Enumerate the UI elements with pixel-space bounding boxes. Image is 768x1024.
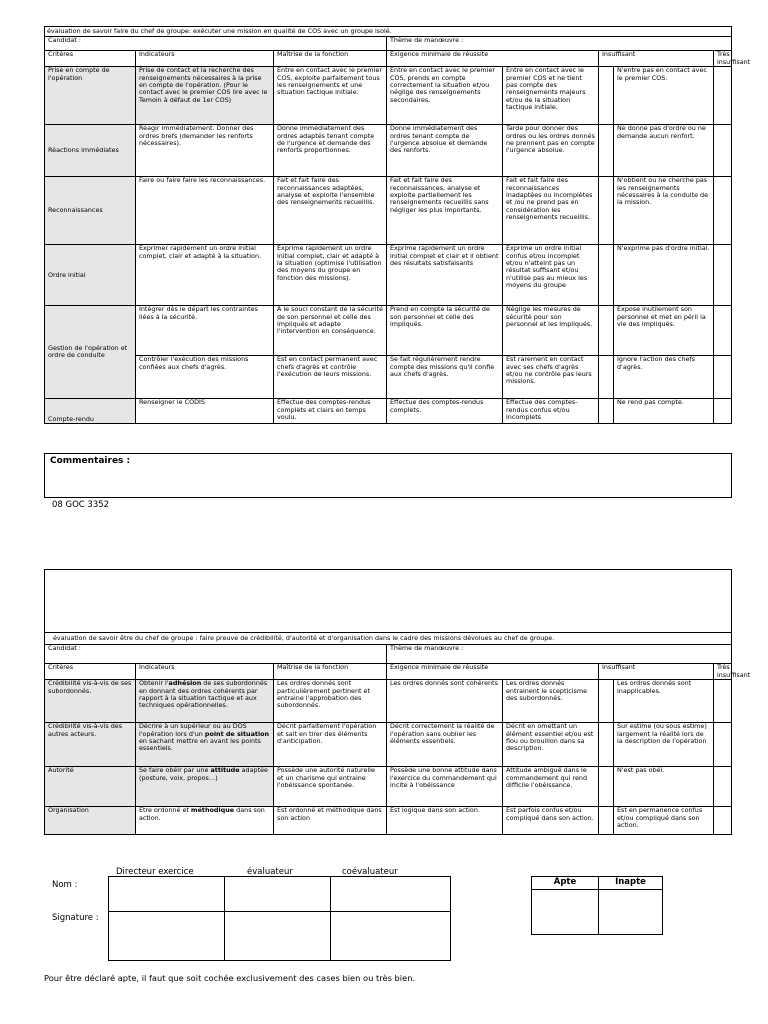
checkbox-cell[interactable] [714, 356, 732, 399]
indicateur-cell: Décrire à un supérieur ou au DOS l'opération lors d'un point de situation en sachant mettre en avant les points essentiels. [136, 723, 274, 767]
maitrise-cell: Donne immédiatement des ordres adaptés tenant compte de l'urgence et demande des renforts proportionnes. [274, 125, 387, 177]
checkbox-cell[interactable] [714, 306, 732, 356]
insuffisant-cell: Est rarement en contact avec ses chefs d'agrès et/ou ne contrôle pas leurs missions. [503, 356, 599, 399]
insuffisant-cell: Les ordres donnés entrainent le scepticisme des subordonnés. [503, 680, 599, 723]
indicateur-cell: Renseigner le CODIS [136, 399, 274, 424]
checkbox-cell[interactable] [599, 125, 614, 177]
header-tres-insuffisant: Très insuffisant [714, 664, 732, 680]
tres-insuffisant-cell: Expose inutilement son personnel et met en péril la vie des impliqués. [614, 306, 714, 356]
header-tres-insuffisant: Très insuffisant [714, 51, 732, 67]
checkbox-cell[interactable] [599, 399, 614, 424]
tres-insuffisant-cell: Les ordres donnés sont inapplicables. [614, 680, 714, 723]
tres-insuffisant-cell: Ignore l'action des chefs d'agrès. [614, 356, 714, 399]
footnote: Pour être déclaré apte, il faut que soit cochée exclusivement des cases bien ou très bien. [44, 973, 416, 983]
header-indicateurs: Indicateurs [136, 664, 274, 680]
checkbox-cell[interactable] [714, 125, 732, 177]
section1-title: évaluation de savoir faire du chef de groupe: exécuter une mission en qualité de COS avec un groupe isolé. [45, 27, 732, 37]
tres-insuffisant-cell: N'exprime pas d'ordre initial. [614, 245, 714, 306]
indicateur-cell: Exprimer rapidement un ordre initial complet, clair et adapté à la situation. [136, 245, 274, 306]
result-table [531, 876, 663, 935]
maitrise-cell: Exprime rapidement un ordre initial complet, clair et adapté à la situation (optimise l'utilisation des moyens du groupe en fonction des missions). [274, 245, 387, 306]
insuffisant-cell: Décrit en omettant un élément essentiel et/ou est flou ou brouillon dans sa description. [503, 723, 599, 767]
indicateur-cell: Réagir immédiatement. Donner des ordres brefs (demander les renforts nécessaires). [136, 125, 274, 177]
checkbox-cell[interactable] [714, 245, 732, 306]
table-row [45, 680, 732, 723]
maitrise-cell: Fait et fait faire des reconnaissances adaptées, analyse et exploite l'ensemble des renseignements recueillis. [274, 177, 387, 245]
indicateur-cell: Se faire obéir par une attitude adaptée (posture, voix, propos…) [136, 767, 274, 807]
exigence-cell: Prend en compte la sécurité de son personnel et celle des impliqués. [387, 306, 503, 356]
critere-cell: Compte-rendu [45, 399, 136, 424]
tres-insuffisant-cell: Est en permanence confus et/ou compliqué dans son action. [614, 807, 714, 835]
header-insuffisant: Insuffisant [599, 664, 714, 680]
header-criteres: Critères [45, 664, 136, 680]
maitrise-cell: Les ordres donnés sont particulièrement pertinent et entraine l'approbation des subordonnés. [274, 680, 387, 723]
apte-checkbox[interactable] [532, 890, 599, 935]
maitrise-cell: Décrit parfaitement l'opération et sait en tirer des éléments d'anticipation. [274, 723, 387, 767]
exigence-cell: Se fait régulièrement rendre compte des missions qu'il confie aux chefs d'agrès. [387, 356, 503, 399]
indicateur-cell: Contrôler l'exécution des missions confiées aux chefs d'agrès. [136, 356, 274, 399]
signature-directeur-field[interactable] [109, 912, 225, 961]
theme-label: Thème de manœuvre : [387, 645, 732, 664]
checkbox-cell[interactable] [599, 356, 614, 399]
critere-cell: Autorité [45, 767, 136, 807]
col-label-evaluateur: évaluateur [247, 867, 293, 877]
signature-table [108, 876, 451, 961]
insuffisant-cell: Effectue des comptes-rendus confus et/ou incomplets [503, 399, 599, 424]
maitrise-cell: A le souci constant de la sécurité de son personnel et celle des impliqués et adapte l'intervention en conséquence. [274, 306, 387, 356]
exigence-cell: Fait et fait faire des reconnaissances, analyse et exploite partiellement les renseignements recueillis sans négliger les plus importants. [387, 177, 503, 245]
savoir-etre-table [44, 632, 751, 835]
nom-coevaluateur-field[interactable] [331, 877, 451, 912]
exigence-cell: Possède une bonne attitude dans l'exercice du commandement qui incite à l'obéissance [387, 767, 503, 807]
exigence-cell: Est logique dans son action. [387, 807, 503, 835]
blank-frame [44, 569, 732, 633]
row-label-nom: Nom : [52, 880, 78, 890]
checkbox-cell[interactable] [599, 177, 614, 245]
checkbox-cell[interactable] [599, 723, 614, 767]
header-indicateurs: Indicateurs [136, 51, 274, 67]
tres-insuffisant-cell: N'entre pas en contact avec le premier COS. [614, 67, 714, 125]
insuffisant-cell: Entre en contact avec le premier COS et ne tient pas compte des renseignements majeurs et/ou de la situation tactique initiale. [503, 67, 599, 125]
signature-evaluateur-field[interactable] [225, 912, 331, 961]
checkbox-cell[interactable] [714, 177, 732, 245]
indicateur-cell: Obtenir l'adhésion de ses subordonnés en donnant des ordres cohérents par rapport à la situation tactique et aux techniques opérationnelles. [136, 680, 274, 723]
critere-cell: Prise en compte de l'opération [45, 67, 136, 125]
tres-insuffisant-cell: N'est pas obéi. [614, 767, 714, 807]
signature-coevaluateur-field[interactable] [331, 912, 451, 961]
checkbox-cell[interactable] [599, 807, 614, 835]
critere-cell: Réactions immédiates [45, 125, 136, 177]
inapte-label: Inapte [599, 877, 663, 890]
exigence-cell: Exprime rapidement un ordre initial complet et clair et il obtient des résultats satisfaisants [387, 245, 503, 306]
indicateur-cell: Faire ou faire faire les reconnaissances. [136, 177, 274, 245]
exigence-cell: Entre en contact avec le premier COS, prends en compte correctement la situation et/ou néglige des renseignements secondaires. [387, 67, 503, 125]
checkbox-cell[interactable] [714, 723, 732, 767]
tres-insuffisant-cell: Ne donne pas d'ordre ou ne demande aucun renfort. [614, 125, 714, 177]
exigence-cell: Effectue des comptes-rendus complets. [387, 399, 503, 424]
insuffisant-cell: Néglige les mesures de sécurité pour son personnel et les impliqués. [503, 306, 599, 356]
insuffisant-cell: Fait et fait faire des reconnaissances inadaptées ou incomplètes et /ou ne prend pas en considération les renseignements recueillis. [503, 177, 599, 245]
header-exigence: Exigence minimale de réussite [387, 51, 599, 67]
exigence-cell: Décrit correctement la réalité de l'opération sans oublier les éléments essentiels. [387, 723, 503, 767]
col-label-coevaluateur: coévaluateur [342, 867, 398, 877]
reference-code: 08 GOC 3352 [52, 500, 110, 510]
comments-label: Commentaires : [50, 456, 131, 466]
candidate-label: Candidat : [45, 645, 387, 664]
indicateur-cell: Etre ordonné et méthodique dans son action. [136, 807, 274, 835]
header-maitrise: Maîtrise de la fonction [274, 664, 387, 680]
insuffisant-cell: Exprime un ordre initial confus et/ou incomplet et/ou n'atteint pas un résultat suffisant et/ou n'utilise pas au mieux les moyens du groupe [503, 245, 599, 306]
critere-cell: Gestion de l'opération et ordre de conduite [45, 306, 136, 399]
indicateur-cell: Prise de contact et la recherche des renseignements nécessaires à la prise en compte de l'opération. (Pour le contact avec le premier COS lire avec le Temoin à défaut de 1er COS) [136, 67, 274, 125]
maitrise-cell: Entre en contact avec le premier COS, exploite parfaitement tous les renseignements et une situation tactique initiale. [274, 67, 387, 125]
exigence-cell: Les ordres donnés sont cohérents [387, 680, 503, 723]
nom-directeur-field[interactable] [109, 877, 225, 912]
critere-cell: Reconnaissances [45, 177, 136, 245]
critere-cell: Crédibilité vis-à-vis des autres acteurs. [45, 723, 136, 767]
checkbox-cell[interactable] [714, 807, 732, 835]
checkbox-cell[interactable] [714, 67, 732, 125]
checkbox-cell[interactable] [599, 680, 614, 723]
tres-insuffisant-cell: Sur estime (ou sous estime) largement la réalité lors de la description de l'opération [614, 723, 714, 767]
table-row [45, 125, 732, 177]
maitrise-cell: Est en contact permanent avec chefs d'agrès et contrôle l'exécution de leurs missions. [274, 356, 387, 399]
table-row [45, 67, 732, 125]
comments-box[interactable] [44, 453, 732, 498]
table-row [45, 356, 732, 399]
critere-cell: Ordre initial [45, 245, 136, 306]
header-maitrise: Maîtrise de la fonction [274, 51, 387, 67]
table-row [45, 306, 732, 356]
critere-cell: Organisation [45, 807, 136, 835]
checkbox-cell[interactable] [714, 399, 732, 424]
checkbox-cell[interactable] [599, 67, 614, 125]
inapte-checkbox[interactable] [599, 890, 663, 935]
checkbox-cell[interactable] [599, 306, 614, 356]
table-row [45, 767, 732, 807]
table-row [45, 399, 732, 424]
theme-label: Thème de manœuvre : [387, 37, 732, 51]
header-exigence: Exigence minimale de réussite [387, 664, 599, 680]
tres-insuffisant-cell: N'obtient ou ne cherche pas les renseignements nécessaires à la conduite de la mission. [614, 177, 714, 245]
apte-label: Apte [532, 877, 599, 890]
maitrise-cell: Possède une autorité naturelle et un charisme qui entraine l'obéissance spontanée. [274, 767, 387, 807]
tres-insuffisant-cell: Ne rend pas compte. [614, 399, 714, 424]
col-label-directeur: Directeur exercice [116, 867, 194, 877]
savoir-faire-table [44, 26, 751, 424]
table-row [45, 177, 732, 245]
checkbox-cell[interactable] [714, 767, 732, 807]
critere-cell: Crédibilité vis-à-vis de ses subordonnés. [45, 680, 136, 723]
indicateur-cell: Intégrer dès le départ les contraintes liées à la sécurité. [136, 306, 274, 356]
checkbox-cell[interactable] [599, 245, 614, 306]
table-row [45, 245, 732, 306]
maitrise-cell: Est ordonné et méthodique dans son action [274, 807, 387, 835]
checkbox-cell[interactable] [714, 680, 732, 723]
section2-title: évaluation de savoir être du chef de groupe : faire preuve de crédibilité, d'autorité et d'organisation dans le cadre des missions dévolues au chef de groupe. [45, 633, 732, 645]
row-label-signature: Signature : [52, 913, 99, 923]
insuffisant-cell: Attitude ambiguë dans le commandement qui rend difficile l'obéissance. [503, 767, 599, 807]
nom-evaluateur-field[interactable] [225, 877, 331, 912]
header-insuffisant: Insuffisant [599, 51, 714, 67]
insuffisant-cell: Tarde pour donner des ordres ou les ordres donnés ne prennent pas en compte l'urgence absolue. [503, 125, 599, 177]
table-row [45, 807, 732, 835]
table-row [45, 723, 732, 767]
maitrise-cell: Effectue des comptes-rendus complets et clairs en temps voulu. [274, 399, 387, 424]
insuffisant-cell: Est parfois confus et/ou compliqué dans son action. [503, 807, 599, 835]
checkbox-cell[interactable] [599, 767, 614, 807]
header-criteres: Critères [45, 51, 136, 67]
candidate-label: Candidat : [45, 37, 387, 51]
exigence-cell: Donne immédiatement des ordres tenant compte de l'urgence absolue et demande des renforts. [387, 125, 503, 177]
